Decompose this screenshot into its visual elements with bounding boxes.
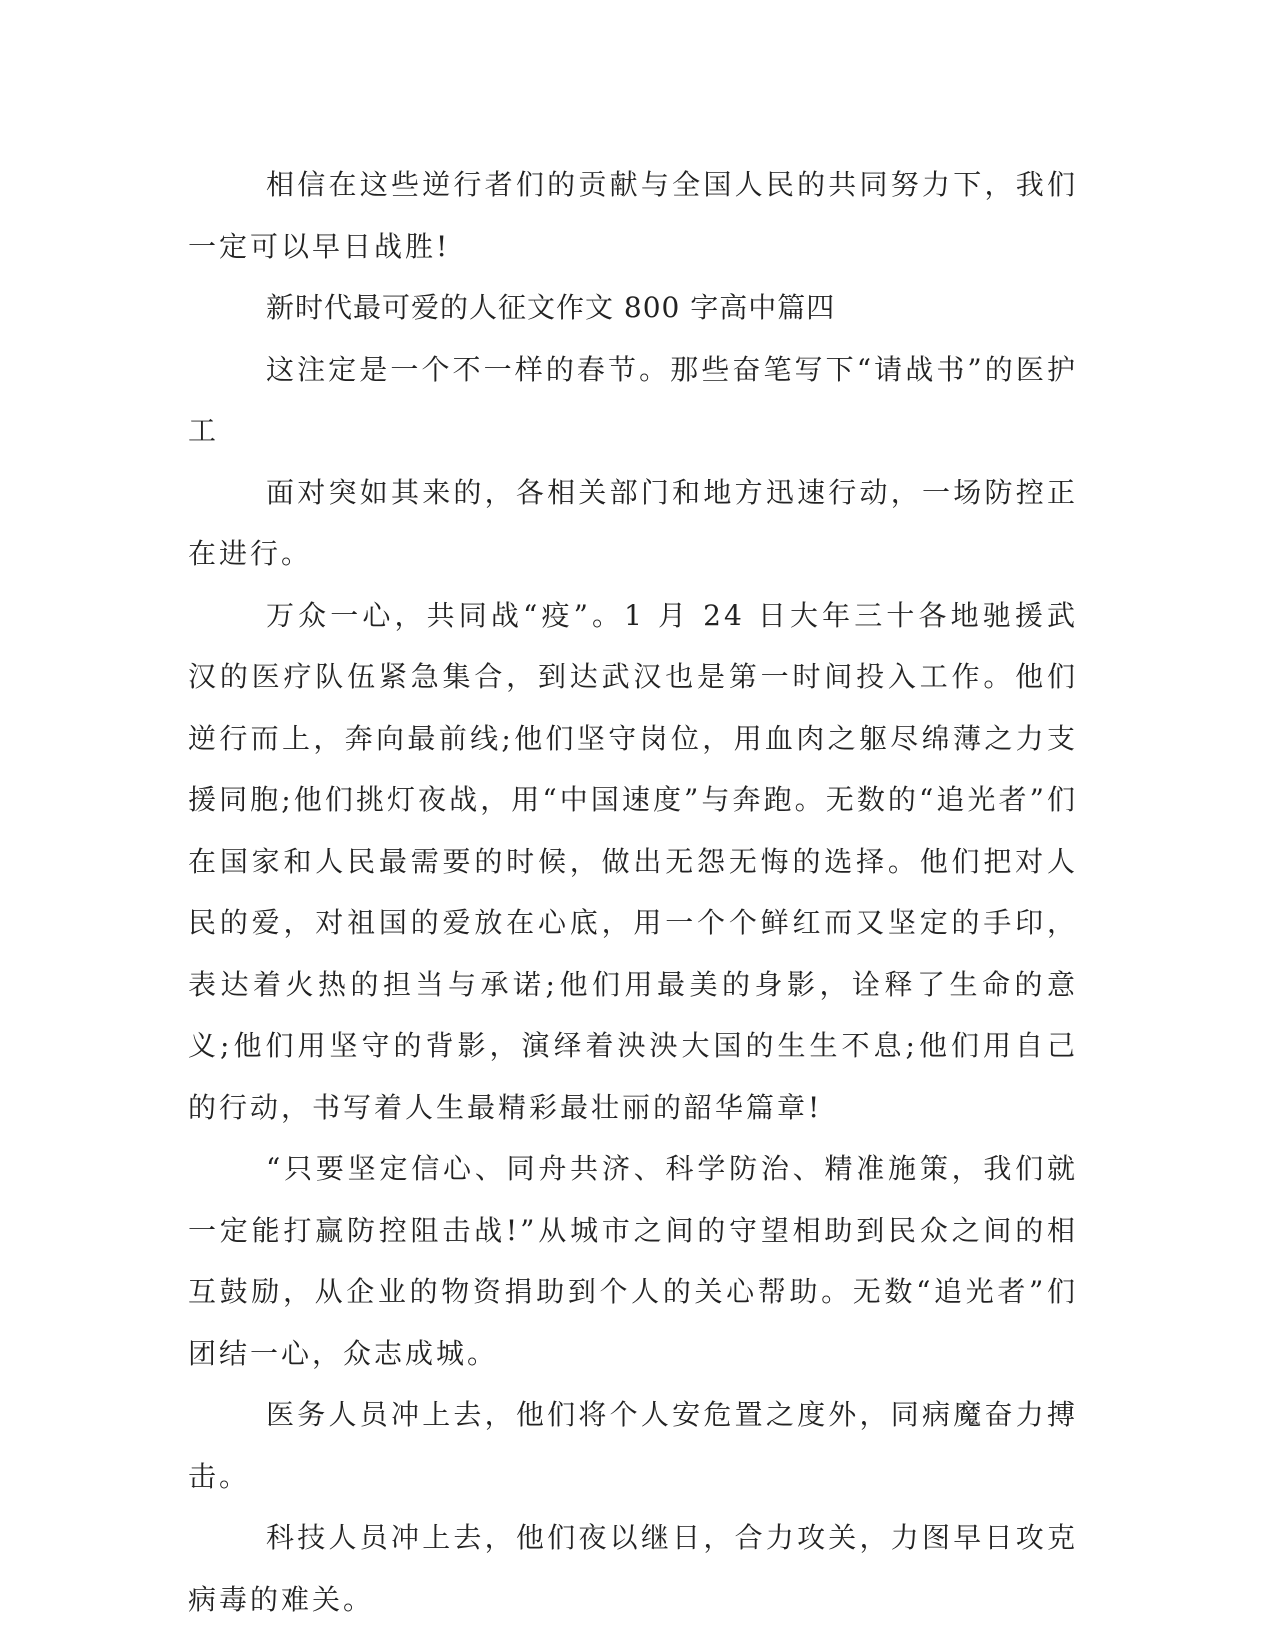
- document-body: [188, 154, 1078, 1630]
- paragraph-6: 医务人员冲上去，他们将个人安危置之度外，同病魔奋力搏击。: [188, 1398, 1078, 1493]
- paragraph-7: 科技人员冲上去，他们夜以继日，合力攻关，力图早日攻克病毒的难关。: [188, 1521, 1078, 1616]
- paragraph-5: “只要坚定信心、同舟共济、科学防治、精准施策，我们就一定能打赢防控阻击战!”从城市之间的守望相助到民众之间的相互鼓励，从企业的物资捐助到个人的关心帮助。无数“追光者”们团结一心，众志成城。: [188, 1152, 1078, 1370]
- paragraph-4: 万众一心，共同战“疫”。1 月 24 日大年三十各地驰援武汉的医疗队伍紧急集合，到达武汉也是第一时间投入工作。他们逆行而上，奔向最前线;他们坚守岗位，用血肉之躯尽绵薄之力支援同胞;他们挑灯夜战，用“中国速度”与奔跑。无数的“追光者”们在国家和人民最需要的时候，做出无怨无悔的选择。他们把对人民的爱，对祖国的爱放在心底，用一个个鲜红而又坚定的手印，表达着火热的担当与承诺;他们用最美的身影，诠释了生命的意义;他们用坚守的背影，演绎着泱泱大国的生生不息;他们用自己的行动，书写着人生最精彩最壮丽的韶华篇章!: [188, 598, 1078, 1124]
- section-heading: 新时代最可爱的人征文作文 800 字高中篇四: [266, 291, 836, 324]
- paragraph-3: 面对突如其来的，各相关部门和地方迅速行动，一场防控正在进行。: [188, 475, 1078, 570]
- paragraph-2: 这注定是一个不一样的春节。那些奋笔写下“请战书”的医护工: [188, 352, 1078, 447]
- paragraph-1: 相信在这些逆行者们的贡献与全国人民的共同努力下，我们一定可以早日战胜!: [188, 168, 1078, 263]
